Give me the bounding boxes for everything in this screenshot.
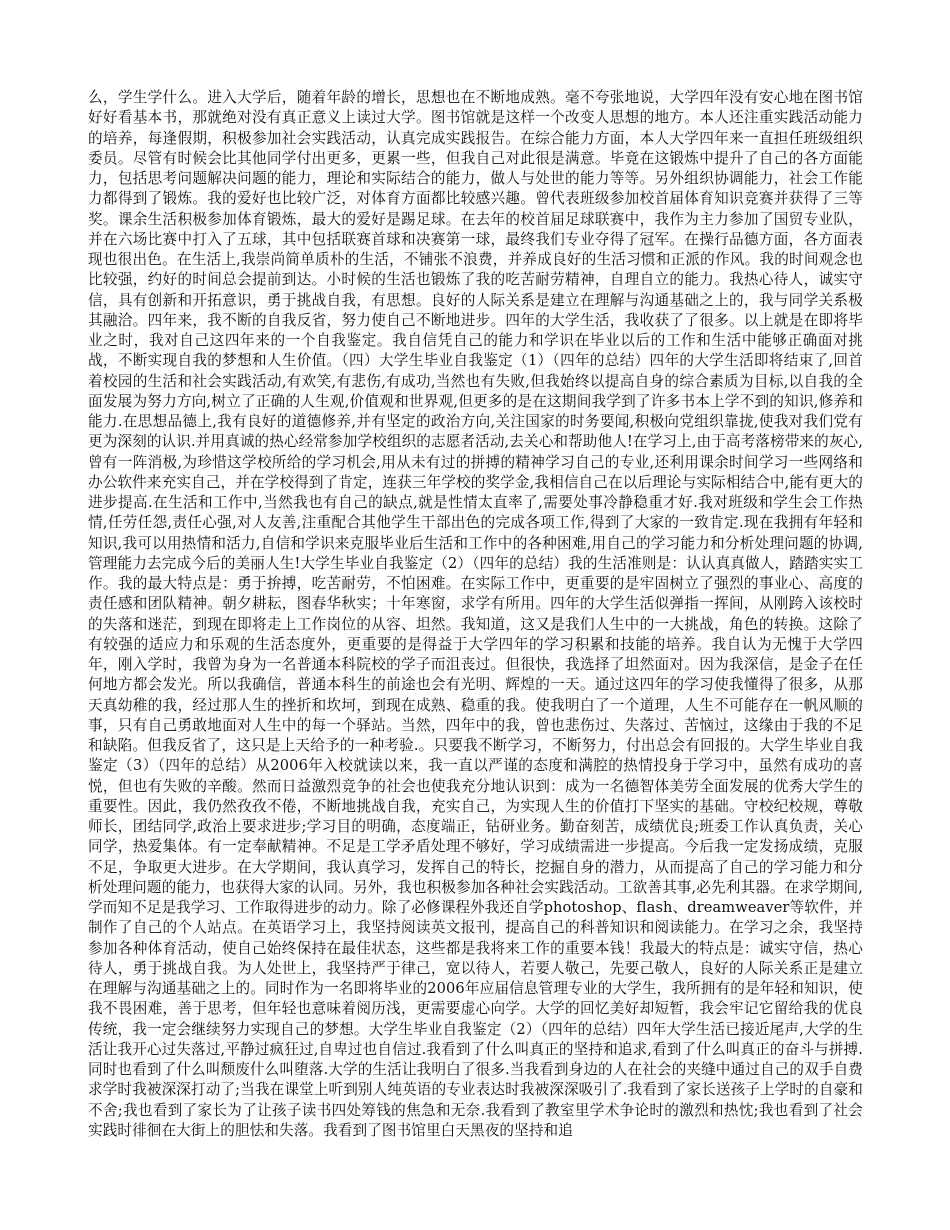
document-body-text: 么，学生学什么。进入大学后，随着年龄的增长，思想也在不断地成熟。毫不夸张地说，大学四年没有安心地在图书馆好好看基本书，那就绝对没有真正意义上读过大学。图书馆就是这样一个改变人思想的地方。本人还注重实践活动能力的培养，每逢假期，积极参加社会实践活动，认真完成实践报告。在综合能力方面，本人大学四年来一直担任班级组织委员。尽管有时候会比其他同学付出更多，更累一些，但我自己对此很是满意。毕竟在这锻炼中提升了自己的各方面能力，包括思考问题解决问题的能力，理论和实际结合的能力，做人与处世的能力等等。另外组织协调能力，社会工作能力都得到了锻炼。我的爱好也比较广泛，对体育方面都比较感兴趣。曾代表班级参加校首届体育知识竞赛并获得了三等奖。课余生活积极参加体育锻炼，最大的爱好是踢足球。在去年的校首届足球联赛中，我作为主力参加了国贸专业队，并在六场比赛中打入了五球，其中包括联赛首球和决赛第一球，最终我们专业夺得了冠军。在操行品德方面，各方面表现也很出色。在生活上,我崇尚简单质朴的生活，不铺张不浪费，并养成良好的生活习惯和正派的作风。我的时间观念也比较强，约好的时间总会提前到达。小时候的生活也锻炼了我的吃苦耐劳精神，自理自立的能力。我热心待人，诚实守信，具有创新和开拓意识，勇于挑战自我，有思想。良好的人际关系是建立在理解与沟通基础之上的，我与同学关系极其融洽。四年来，我不断的自我反省，努力使自己不断地进步。四年的大学生活，我收获了了很多。以上就是在即将毕业之时，我对自己这四年来的一个自我鉴定。我自信凭自己的能力和学识在毕业以后的工作和生活中能够正确面对挑战，不断实现自我的梦想和人生价值。（四）大学生毕业自我鉴定（1）（四年的总结）四年的大学生活即将结束了,回首着校园的生活和社会实践活动,有欢笑,有悲伤,有成功,当然也有失败,但我始终以提高自身的综合素质为目标,以自我的全面发展为努力方向,树立了正确的人生观,价值观和世界观,但更多的是在这期间我学到了许多书本上学不到的知识,修养和能力.在思想品德上,我有良好的道德修养,并有坚定的政治方向,关注国家的时务要闻,积极向党组织靠拢,使我对我们党有更为深刻的认识.并用真诚的热心经常参加学校组织的志愿者活动,去关心和帮助他人!在学习上,由于高考落榜带来的灰心,曾有一阵消极,为珍惜这学校所给的学习机会,用从未有过的拼搏的精神学习自己的专业,还利用课余时间学习一些网络和办公软件来充实自己，并在学校得到了肯定，连获三年学校的奖学金,我相信自己在以后理论与实际相结合中,能有更大的进步提高.在生活和工作中,当然我也有自己的缺点,就是性情太直率了,需要处事冷静稳重才好.我对班级和学生会工作热情,任劳任怨,责任心强,对人友善,注重配合其他学生干部出色的完成各项工作,得到了大家的一致肯定.现在我拥有年轻和知识,我可以用热情和活力,自信和学识来克服毕业后生活和工作中的各种困难,用自己的学习能力和分析处理问题的协调,管理能力去完成今后的美丽人生!大学生毕业自我鉴定（2）（四年的总结）我的生活准则是：认认真真做人，踏踏实实工作。我的最大特点是：勇于拚搏，吃苦耐劳，不怕困难。在实际工作中，更重要的是牢固树立了强烈的事业心、高度的责任感和团队精神。朝夕耕耘，图春华秋实；十年寒窗，求学有所用。四年的大学生活似弹指一挥间，从刚跨入该校时的失落和迷茫，到现在即将走上工作岗位的从容、坦然。我知道，这又是我们人生中的一大挑战，角色的转换。这除了有较强的适应力和乐观的生活态度外，更重要的是得益于大学四年的学习积累和技能的培养。我自认为无愧于大学四年，刚入学时，我曾为身为一名普通本科院校的学子而沮丧过。但很快，我选择了坦然面对。因为我深信，是金子在任何地方都会发光。所以我确信，普通本科生的前途也会有光明、辉煌的一天。通过这四年的学习使我懂得了很多，从那天真幼稚的我，经过那人生的挫折和坎坷，到现在成熟、稳重的我。使我明白了一个道理，人生不可能存在一帆风顺的事，只有自己勇敢地面对人生中的每一个驿站。当然，四年中的我，曾也悲伤过、失落过、苦恼过，这缘由于我的不足和缺陷。但我反省了，这只是上天给予的一种考验.。只要我不断学习，不断努力，付出总会有回报的。大学生毕业自我鉴定（3）（四年的总结）从2006年入校就读以来，我一直以严谨的态度和满腔的热情投身于学习中，虽然有成功的喜悦，但也有失败的辛酸。然而日益激烈竞争的社会也使我充分地认识到：成为一名德智体美劳全面发展的优秀大学生的重要性。因此，我仍然孜孜不倦，不断地挑战自我，充实自己，为实现人生的价值打下坚实的基础。守校纪校规，尊敬师长，团结同学,政治上要求进步;学习目的明确，态度端正，钻研业务。勤奋刻苦，成绩优良;班委工作认真负责，关心同学，热爱集体。有一定奉献精神。不足是工学矛盾处理不够好，学习成绩需进一步提高。今后我一定发扬成绩，克服不足，争取更大进步。在大学期间，我认真学习，发挥自己的特长，挖掘自身的潜力，从而提高了自己的学习能力和分析处理问题的能力，也获得大家的认同。另外，我也积极参加各种社会实践活动。工欲善其事,必先利其器。在求学期间,学而知不足是我学习、工作取得进步的动力。除了必修课程外我还自学photoshop、flash、dreamweaver等软件，并制作了自己的个人站点。在英语学习上，我坚持阅读英文报刊，提高自己的科普知识和阅读能力。在学习之余，我坚持参加各种体育活动，使自己始终保持在最佳状态，这些都是我将来工作的重要本钱！我最大的特点是：诚实守信，热心待人，勇于挑战自我。为人处世上，我坚持严于律己，宽以待人，若要人敬己，先要己敬人，良好的人际关系正是建立在理解与沟通基础之上的。同时作为一名即将毕业的2006年应届信息管理专业的大学生，我所拥有的是年轻和知识，使我不畏困难，善于思考，但年轻也意味着阅历浅，更需要虚心向学。大学的回忆美好却短暂，我会牢记它留给我的优良传统，我一定会继续努力实现自己的梦想。大学生毕业自我鉴定（2）（四年的总结）四年大学生活已接近尾声,大学的生活让我开心过失落过,平静过疯狂过,自卑过也自信过.我看到了什么叫真正的坚持和追求,看到了什么叫真正的奋斗与拼搏.同时也看到了什么叫颓废什么叫堕落.大学的生活让我明白了很多.当我看到身边的人在社会的夹缝中通过自己的双手自费求学时我被深深打动了;当我在课堂上听到别人纯英语的专业表达时我被深深吸引了.我看到了家长送孩子上学时的自豪和不舍;我也看到了家长为了让孩子读书四处筹钱的焦急和无奈.我看到了教室里学术争论时的激烈和热忱;我也看到了社会实践时徘徊在大街上的胆怯和失落。我看到了图书馆里白天黑夜的坚持和追 [88, 89, 863, 1139]
document-page [88, 88, 863, 1178]
